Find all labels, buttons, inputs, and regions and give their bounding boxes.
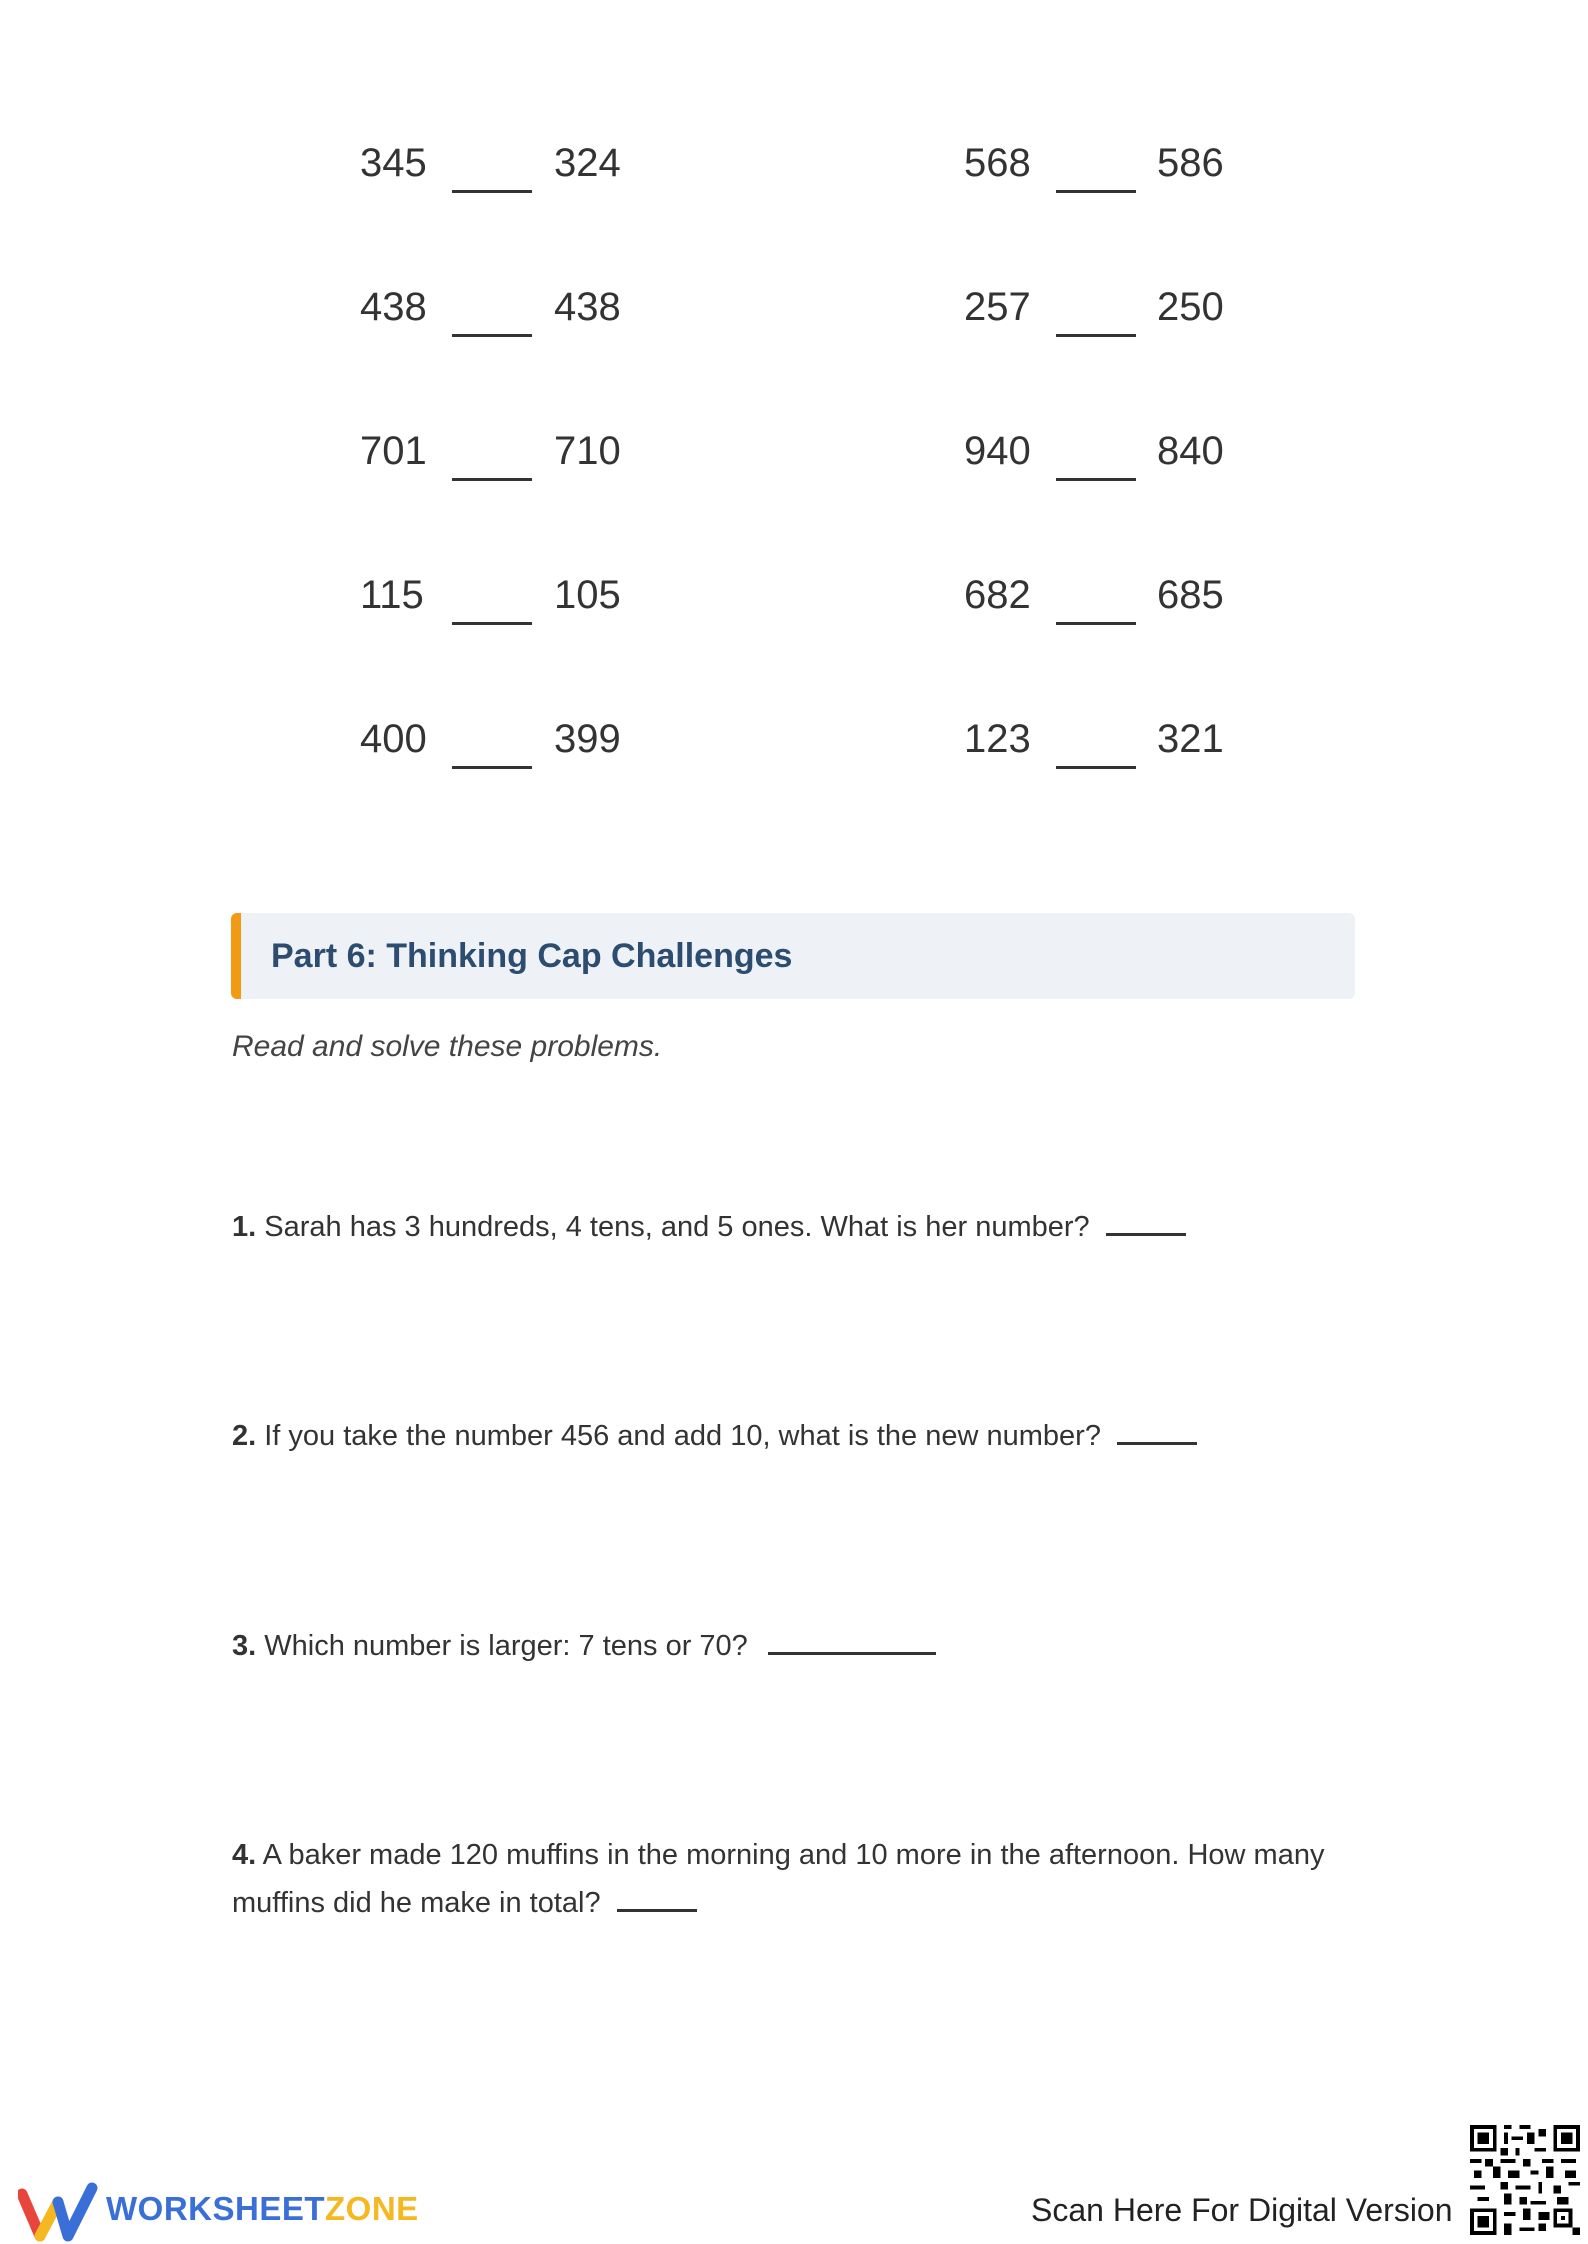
question-item bbox=[232, 1622, 1352, 1670]
comparison-blank[interactable] bbox=[1056, 334, 1136, 337]
comparison-row bbox=[0, 138, 1588, 198]
comparison-number: 400 bbox=[360, 717, 427, 761]
brand-name bbox=[106, 2190, 419, 2228]
comparison-number: 438 bbox=[554, 285, 621, 329]
comparison-number: 685 bbox=[1157, 573, 1224, 617]
comparison-row bbox=[0, 714, 1588, 774]
section-banner bbox=[231, 913, 1355, 999]
question-number: 3. bbox=[232, 1630, 257, 1662]
comparison-number: 257 bbox=[964, 285, 1031, 329]
logo-mark-icon bbox=[18, 2182, 98, 2242]
answer-blank[interactable] bbox=[1106, 1203, 1186, 1236]
comparison-blank[interactable] bbox=[452, 334, 532, 337]
comparison-row bbox=[0, 570, 1588, 630]
comparison-number: 321 bbox=[1157, 717, 1224, 761]
comparison-number: 324 bbox=[554, 141, 621, 185]
question-number: 1. bbox=[232, 1211, 257, 1243]
question-item bbox=[232, 1412, 1352, 1460]
question-text: A baker made 120 muffins in the morning and 10 more in the afternoon. How many muffins did he make in total? bbox=[232, 1839, 1325, 1919]
comparison-number: 568 bbox=[964, 141, 1031, 185]
comparison-number: 115 bbox=[360, 573, 424, 617]
comparison-number: 940 bbox=[964, 429, 1031, 473]
brand-name-part2: ZONE bbox=[325, 2190, 419, 2227]
qr-code-icon[interactable] bbox=[1470, 2125, 1580, 2235]
comparison-blank[interactable] bbox=[1056, 766, 1136, 769]
scan-caption: Scan Here For Digital Version bbox=[1031, 2192, 1453, 2228]
comparison-number: 438 bbox=[360, 285, 427, 329]
comparison-number: 840 bbox=[1157, 429, 1224, 473]
comparison-number: 250 bbox=[1157, 285, 1224, 329]
answer-blank[interactable] bbox=[768, 1622, 936, 1655]
comparison-number: 105 bbox=[554, 573, 621, 617]
question-text: If you take the number 456 and add 10, what is the new number? bbox=[264, 1420, 1101, 1452]
comparison-number: 682 bbox=[964, 573, 1031, 617]
comparison-number: 710 bbox=[554, 429, 621, 473]
comparison-blank[interactable] bbox=[452, 478, 532, 481]
section-instructions: Read and solve these problems. bbox=[232, 1030, 663, 1063]
question-number: 2. bbox=[232, 1420, 257, 1452]
question-number: 4. bbox=[232, 1839, 257, 1871]
section-title: Part 6: Thinking Cap Challenges bbox=[271, 937, 793, 975]
banner-accent-bar bbox=[231, 913, 241, 999]
brand-name-part1: WORKSHEET bbox=[106, 2190, 325, 2227]
comparison-row bbox=[0, 426, 1588, 486]
comparison-blank[interactable] bbox=[1056, 190, 1136, 193]
comparison-row bbox=[0, 282, 1588, 342]
comparison-blank[interactable] bbox=[452, 766, 532, 769]
comparison-number: 123 bbox=[964, 717, 1031, 761]
question-item bbox=[232, 1203, 1352, 1251]
question-item bbox=[232, 1831, 1352, 1927]
answer-blank[interactable] bbox=[617, 1879, 697, 1912]
comparison-blank[interactable] bbox=[1056, 622, 1136, 625]
comparison-number: 399 bbox=[554, 717, 621, 761]
comparison-number: 345 bbox=[360, 141, 427, 185]
comparison-blank[interactable] bbox=[452, 622, 532, 625]
comparison-number: 701 bbox=[360, 429, 427, 473]
question-text: Sarah has 3 hundreds, 4 tens, and 5 ones. What is her number? bbox=[264, 1211, 1090, 1243]
comparison-blank[interactable] bbox=[1056, 478, 1136, 481]
comparison-blank[interactable] bbox=[452, 190, 532, 193]
comparison-number: 586 bbox=[1157, 141, 1224, 185]
question-text: Which number is larger: 7 tens or 70? bbox=[264, 1630, 748, 1662]
answer-blank[interactable] bbox=[1117, 1412, 1197, 1445]
